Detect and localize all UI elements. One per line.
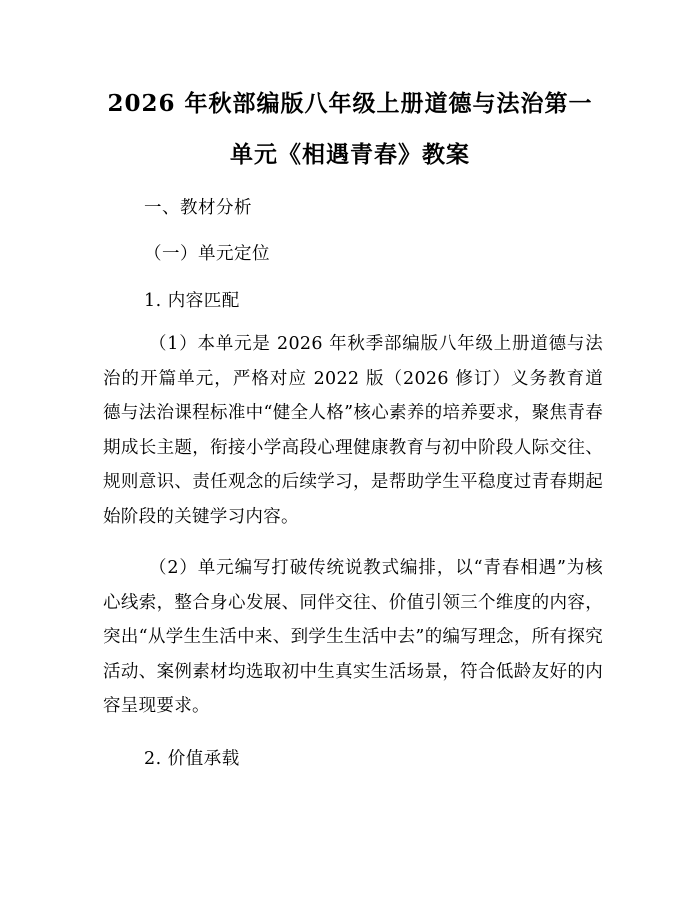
subsection-heading: （一）单元定位	[144, 244, 270, 264]
list-item-heading: 1. 内容匹配	[144, 291, 240, 311]
document-title-line-1: 2026 年秋部编版八年级上册道德与法治第一	[107, 90, 593, 117]
body-paragraph: （2）单元编写打破传统说教式编排，以“青春相遇”为核心线索，整合身心发展、同伴交往、价值引领三个维度的内容，突出“从学生生活中来、到学生生活中去”的编写理念，所有探究活动、案例素材均选取初中生真实生活场景，符合低龄友好的内容呈现要求。	[103, 558, 603, 716]
document-title-line-2: 单元《相遇青春》教案	[230, 141, 470, 168]
list-item-heading: 2. 价值承载	[144, 749, 240, 769]
body-paragraph: （1）本单元是 2026 年秋季部编版八年级上册道德与法治的开篇单元，严格对应 2022 版（2026 修订）义务教育道德与法治课程标准中“健全人格”核心素养的培养要求，聚焦青春期成长主题，衔接小学高段心理健康教育与初中阶段人际交往、规则意识、责任观念的后续学习，是帮助学生平稳度过青春期起始阶段的关键学习内容。	[103, 334, 603, 527]
section-heading: 一、教材分析	[144, 198, 252, 218]
